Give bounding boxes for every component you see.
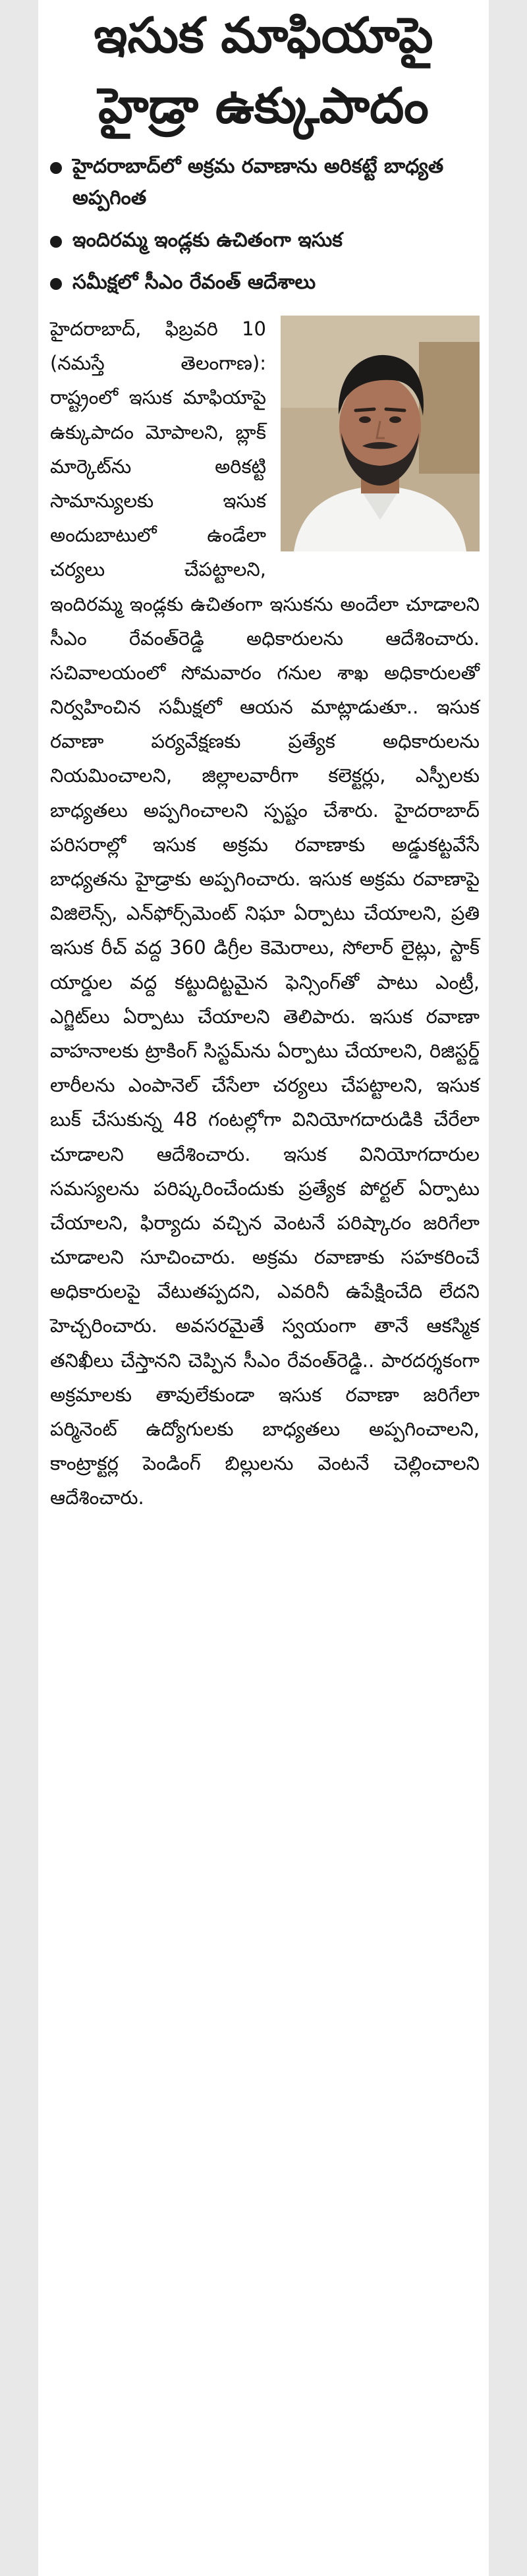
bullet-dot-icon	[50, 162, 62, 174]
headline-line-1: ఇసుక మాఫియాపై	[94, 7, 433, 64]
dateline: హైదరాబాద్, ఫిబ్రవరి 10 (నమస్తే తెలంగాణ):	[50, 318, 266, 375]
bullet-dot-icon	[50, 236, 62, 248]
bullet-text: హైదరాబాద్‌లో అక్రమ రవాణాను అరికట్టే బాధ్యత అప్పగింత	[72, 155, 444, 210]
article-body	[50, 312, 480, 1515]
headline-line-2: హైడ్రా ఉక్కుపాదం	[98, 77, 429, 134]
bullet-dot-icon	[50, 278, 62, 290]
left-margin-band	[0, 0, 38, 2576]
article	[38, 0, 489, 2576]
highlight-bullets	[38, 151, 489, 298]
bullet-item	[50, 151, 484, 214]
portrait-photo	[281, 316, 480, 551]
bullet-item	[50, 267, 484, 298]
person-portrait-icon	[281, 316, 480, 551]
bullet-text: సమీక్షలో సీఎం రేవంత్ ఆదేశాలు	[72, 271, 316, 294]
body-paragraph: రాష్ట్రంలో ఇసుక మాఫియాపై ఉక్కుపాదం మోపాలని, బ్లాక్ మార్కెట్‌ను అరికట్టి సామాన్యులకు ఇసుక అందుబాటులో ఉండేలా చర్యలు చేపట్టాలని, ఇందిరమ్మ ఇండ్లకు ఉచితంగా ఇసుకను అందేలా చూడాలని సీఎం రేవంత్‌రెడ్డి అధికారులను ఆదేశించారు. సచివాలయంలో సోమవారం గనుల శాఖ అధికారులతో నిర్వహించిన సమీక్షలో ఆయన మాట్లాడుతూ.. ఇసుక రవాణా పర్యవేక్షణకు ప్రత్యేక అధికారులను నియమించాలని, జిల్లాలవారీగా కలెక్టర్లు, ఎస్పీలకు బాధ్యతలు అప్పగించాలని స్పష్టం చేశారు. హైదరాబాద్ పరిసరాల్లో ఇసుక అక్రమ రవాణాకు అడ్డుకట్టవేసే బాధ్యతను హైడ్రాకు అప్పగించారు. ఇసుక అక్రమ రవాణాపై విజిలెన్స్, ఎన్‌ఫోర్స్‌మెంట్ నిఘా ఏర్పాటు చేయాలని, ప్రతి ఇసుక రీచ్ వద్ద 360 డిగ్రీల కెమెరాలు, సోలార్ లైట్లు, స్టాక్ యార్డుల వద్ద కట్టుదిట్టమైన ఫెన్సింగ్‌తో పాటు ఎంట్రీ, ఎగ్జిట్‌లు ఏర్పాటు చేయాలని తెలిపారు. ఇసుక రవాణా వాహనాలకు ట్రాకింగ్ సిస్టమ్‌ను ఏర్పాటు చేయాలని, రిజిస్టర్డ్ లారీలను ఎంపానెల్ చేసేలా చర్యలు చేపట్టాలని, ఇసుక బుక్ చేసుకున్న 48 గంటల్లోగా వినియోగదారుడికి చేరేలా చూడాలని ఆదేశించారు. ఇసుక వినియోగదారుల సమస్యలను పరిష్కరించేందుకు ప్రత్యేక పోర్టల్ ఏర్పాటు చేయాలని, ఫిర్యాదు వచ్చిన వెంటనే పరిష్కారం జరిగేలా చూడాలని సూచించారు. అక్రమ రవాణాకు సహకరించే అధికారులపై వేటుతప్పదని, ఎవరినీ ఉపేక్షించేది లేదని హెచ్చరించారు. అవసరమైతే స్వయంగా తానే ఆకస్మిక తనిఖీలు చేస్తానని చెప్పిన సీఎం రేవంత్‌రెడ్డి.. పారదర్శకంగా అక్రమాలకు తావులేకుండా ఇసుక రవాణా జరిగేలా పర్మినెంట్ ఉద్యోగులకు బాధ్యతలు అప్పగించాలని, కాంట్రాక్టర్ల పెండింగ్ బిల్లులను వెంటనే చెల్లించాలని ఆదేశించారు.	[50, 386, 480, 1509]
bullet-text: ఇందిరమ్మ ఇండ్లకు ఉచితంగా ఇసుక	[72, 229, 343, 252]
right-margin-band	[489, 0, 527, 2576]
bullet-item	[50, 225, 484, 256]
headline	[38, 0, 489, 136]
